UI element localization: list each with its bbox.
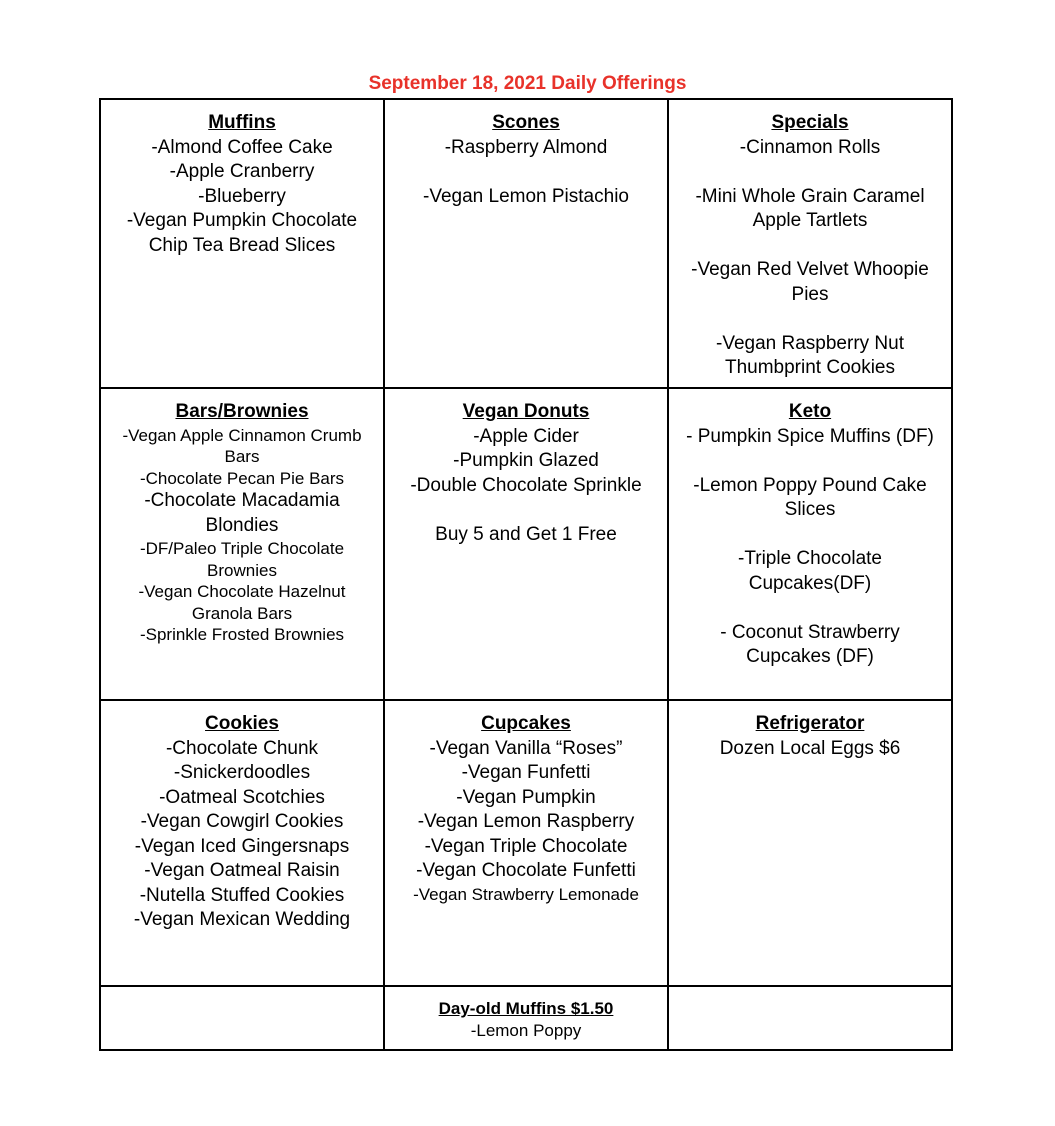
list-item: -Cinnamon Rolls bbox=[739, 136, 881, 158]
cookies-header: Cookies bbox=[205, 713, 279, 734]
list-item: -Sprinkle Frosted Brownies bbox=[139, 625, 345, 644]
list-item: -Vegan Chocolate Hazelnut Granola Bars bbox=[138, 582, 346, 623]
list-item: -Vegan Oatmeal Raisin bbox=[144, 860, 340, 881]
list-item: -Vegan Mexican Wedding bbox=[133, 909, 351, 930]
list-item: - Coconut Strawberry Cupcakes (DF) bbox=[720, 621, 900, 667]
scones-cell bbox=[384, 99, 668, 388]
cookies-cell bbox=[100, 700, 384, 986]
refrigerator-header: Refrigerator bbox=[755, 713, 865, 734]
list-item: -Double Chocolate Sprinkle bbox=[410, 474, 642, 496]
promo-text: Buy 5 and Get 1 Free bbox=[435, 523, 617, 545]
table-row bbox=[100, 388, 952, 700]
day-old-cell bbox=[384, 986, 668, 1050]
specials-cell bbox=[668, 99, 952, 388]
table-row bbox=[100, 700, 952, 986]
scones-header: Scones bbox=[492, 112, 560, 133]
muffins-cell bbox=[100, 99, 384, 388]
bars-cell bbox=[100, 388, 384, 700]
empty-cell bbox=[100, 986, 384, 1050]
cupcakes-cell bbox=[384, 700, 668, 986]
list-item: -Vegan Raspberry Nut Thumbprint Cookies bbox=[716, 332, 904, 378]
keto-cell bbox=[668, 388, 952, 700]
page-title: September 18, 2021 Daily Offerings bbox=[368, 73, 687, 94]
list-item: -Blueberry bbox=[198, 185, 286, 207]
table-row bbox=[100, 99, 952, 388]
refrigerator-cell bbox=[668, 700, 952, 986]
list-item: -Oatmeal Scotchies bbox=[159, 786, 325, 808]
list-item: -Almond Coffee Cake bbox=[151, 136, 333, 158]
cupcakes-header: Cupcakes bbox=[481, 713, 571, 734]
list-item: -Pumpkin Glazed bbox=[453, 450, 599, 471]
list-item: -Vegan Chocolate Funfetti bbox=[416, 860, 636, 881]
list-item: -Vegan Lemon Raspberry bbox=[417, 811, 635, 832]
list-item: -Chocolate Pecan Pie Bars bbox=[139, 468, 345, 488]
list-item: -DF/Paleo Triple Chocolate Brownies bbox=[139, 539, 345, 580]
list-item: -Vegan Lemon Pistachio bbox=[423, 185, 629, 207]
table-row bbox=[100, 986, 952, 1050]
list-item: -Chocolate Chunk bbox=[165, 737, 319, 759]
list-item: -Vegan Funfetti bbox=[461, 762, 591, 783]
list-item: -Vegan Cowgirl Cookies bbox=[140, 811, 344, 832]
list-item: -Chocolate Macadamia Blondies bbox=[144, 490, 340, 536]
donuts-cell bbox=[384, 388, 668, 700]
list-item: -Vegan Strawberry Lemonade bbox=[413, 884, 639, 904]
list-item: -Vegan Pumpkin bbox=[456, 786, 596, 808]
day-old-header: Day-old Muffins $1.50 bbox=[438, 999, 614, 1018]
muffins-header: Muffins bbox=[208, 112, 276, 133]
list-item: -Lemon Poppy Pound Cake Slices bbox=[693, 474, 927, 520]
list-item: - Pumpkin Spice Muffins (DF) bbox=[686, 425, 934, 447]
empty-cell bbox=[668, 986, 952, 1050]
bars-header: Bars/Brownies bbox=[175, 401, 309, 422]
list-item: -Nutella Stuffed Cookies bbox=[139, 884, 345, 906]
list-item: -Vegan Triple Chocolate bbox=[424, 835, 628, 857]
list-item: -Snickerdoodles bbox=[173, 762, 311, 783]
donuts-header: Vegan Donuts bbox=[462, 401, 590, 422]
list-item: -Raspberry Almond bbox=[444, 136, 608, 158]
list-item: -Mini Whole Grain Caramel Apple Tartlets bbox=[695, 185, 925, 231]
list-item: -Vegan Red Velvet Whoopie Pies bbox=[691, 259, 929, 305]
list-item: -Vegan Pumpkin Chocolate Chip Tea Bread Slices bbox=[126, 210, 358, 256]
list-item: -Lemon Poppy bbox=[470, 1020, 582, 1040]
offerings-table bbox=[99, 98, 953, 1051]
keto-header: Keto bbox=[788, 401, 832, 422]
specials-header: Specials bbox=[771, 112, 849, 133]
list-item: Dozen Local Eggs $6 bbox=[719, 737, 901, 759]
list-item: -Vegan Vanilla “Roses” bbox=[429, 737, 623, 759]
list-item: -Vegan Iced Gingersnaps bbox=[134, 835, 350, 857]
list-item: -Apple Cider bbox=[473, 425, 579, 447]
list-item: -Apple Cranberry bbox=[169, 161, 315, 182]
list-item: -Triple Chocolate Cupcakes(DF) bbox=[738, 548, 882, 594]
list-item: -Vegan Apple Cinnamon Crumb Bars bbox=[122, 425, 362, 466]
